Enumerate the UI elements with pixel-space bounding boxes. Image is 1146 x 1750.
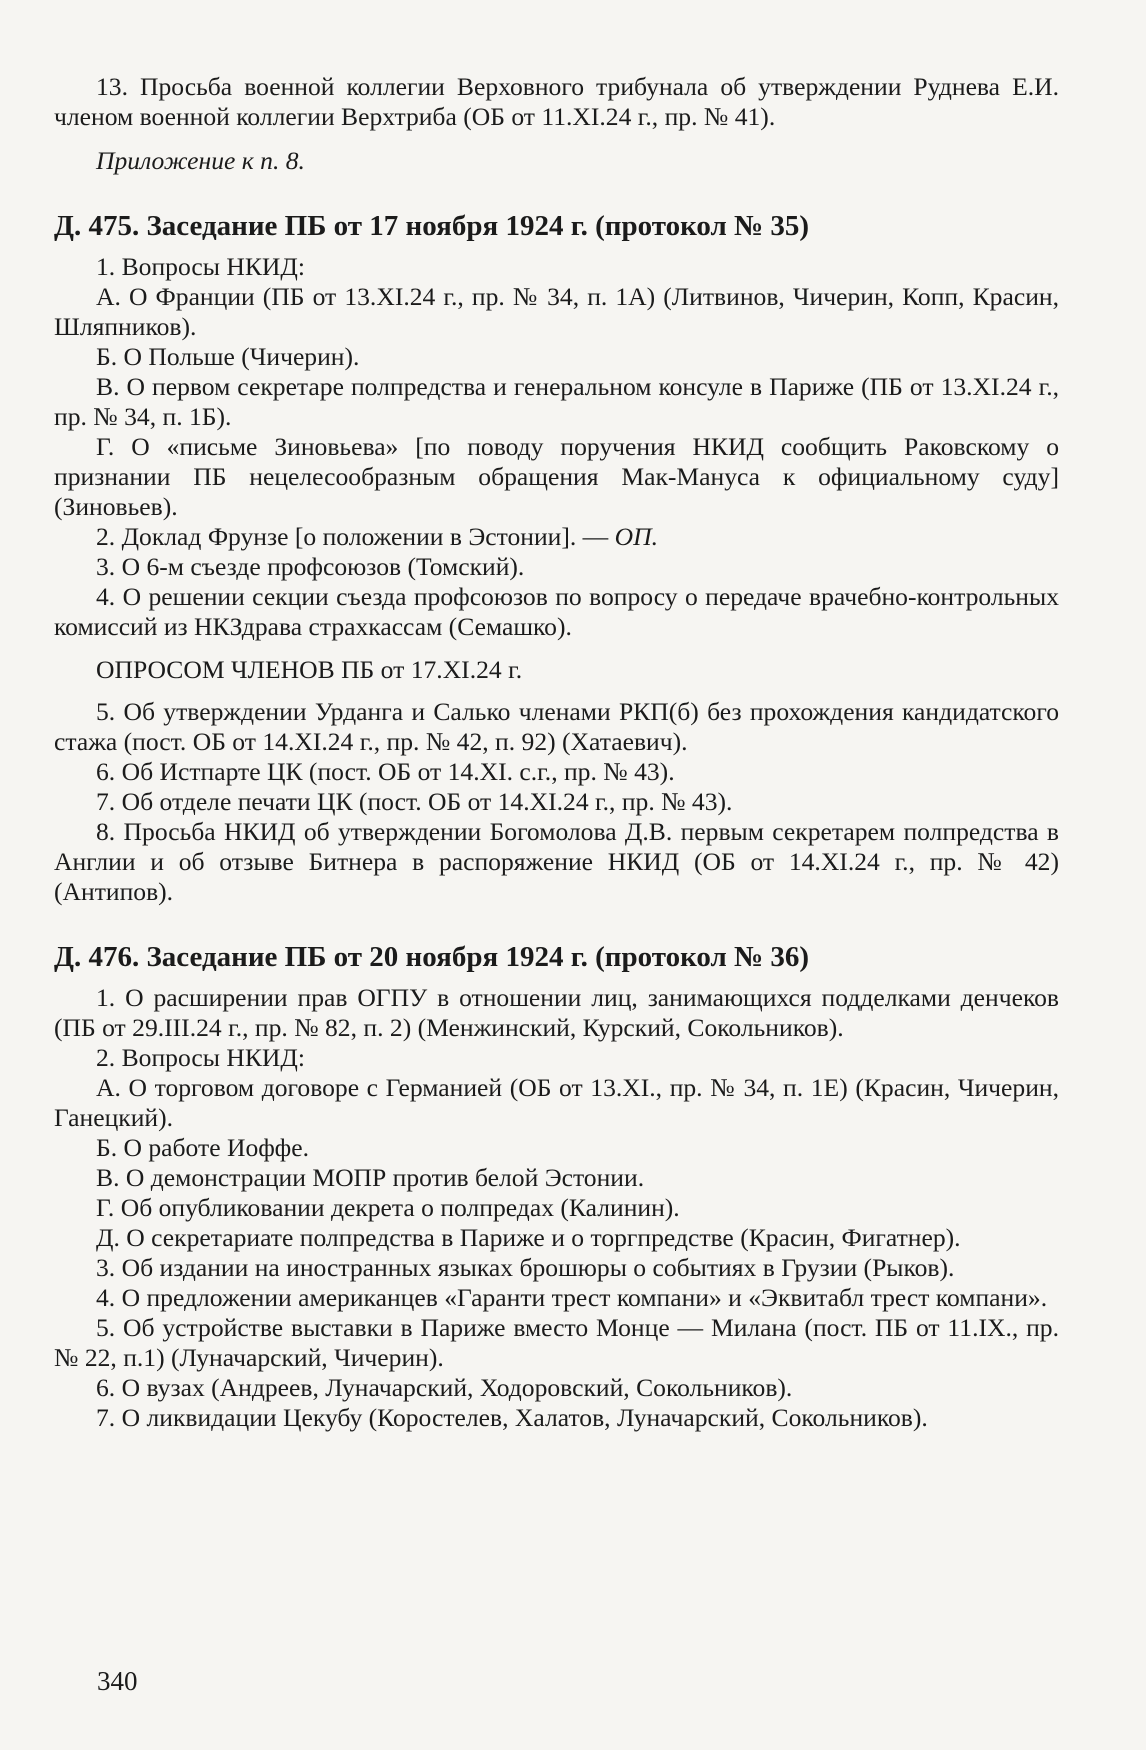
page-number: 340: [97, 1666, 138, 1696]
list-item: 7. О ликвидации Цекубу (Коростелев, Халатов, Луначарский, Сокольников).: [96, 1403, 928, 1432]
appendix-note: Приложение к п. 8.: [96, 146, 305, 175]
list-item: 3. Об издании на иностранных языках брошюры о событиях в Грузии (Рыков).: [96, 1253, 955, 1282]
list-item: 4. О решении секции съезда профсоюзов по вопросу о передаче врачебно-контрольных комиссий из НКЗдрава страхкассам (Семашко).: [54, 582, 1059, 641]
list-item: В. О первом секретаре полпредства и генеральном консуле в Париже (ПБ от 13.XI.24 г., пр. № 34, п. 1Б).: [54, 372, 1059, 431]
list-item: 6. О вузах (Андреев, Луначарский, Ходоровский, Сокольников).: [96, 1373, 793, 1402]
list-item: Г. О «письме Зиновьева» [по поводу поручения НКИД сообщить Раковскому о признании ПБ нецелесообразным обращения Мак-Мануса к официальному суду] (Зиновьев).: [54, 432, 1059, 521]
list-item: Г. Об опубликовании декрета о полпредах (Калинин).: [96, 1193, 680, 1222]
document-page: [54, 72, 1059, 1433]
list-item: А. О торговом договоре с Германией (ОБ от 13.XI., пр. № 34, п. 1Е) (Красин, Чичерин, Ганецкий).: [54, 1073, 1059, 1132]
list-item: 3. О 6-м съезде профсоюзов (Томский).: [96, 552, 525, 581]
op-abbrev: ОП.: [614, 522, 659, 551]
list-item: Б. О работе Иоффе.: [96, 1133, 310, 1162]
list-item: [54, 522, 1059, 552]
list-item: 7. Об отделе печати ЦК (пост. ОБ от 14.XI.24 г., пр. № 43).: [96, 787, 733, 816]
list-item: Б. О Польше (Чичерин).: [96, 342, 360, 371]
item-text: 2. Доклад Фрунзе [о положении в Эстонии]. —: [96, 522, 615, 551]
list-item: 5. Об утверждении Урданга и Салько членами РКП(б) без прохождения кандидатского стажа (пост. ОБ от 14.XI.24 г., пр. № 42, п. 92) (Хатаевич).: [54, 697, 1059, 756]
list-item: 1. Вопросы НКИД:: [96, 252, 305, 281]
list-item: В. О демонстрации МОПР против белой Эстонии.: [96, 1163, 645, 1192]
list-item: 5. Об устройстве выставки в Париже вместо Монце — Милана (пост. ПБ от 11.IX., пр. № 22, п.1) (Луначарский, Чичерин).: [54, 1313, 1059, 1372]
section-heading-476: Д. 476. Заседание ПБ от 20 ноября 1924 г. (протокол № 36): [54, 941, 810, 973]
list-item: 6. Об Истпарте ЦК (пост. ОБ от 14.XI. с.г., пр. № 43).: [96, 757, 675, 786]
list-item: 1. О расширении прав ОГПУ в отношении лиц, занимающихся подделками денчеков (ПБ от 29.III.24 г., пр. № 82, п. 2) (Менжинский, Курский, Сокольников).: [54, 983, 1059, 1042]
item-13: 13. Просьба военной коллегии Верховного трибунала об утверждении Руднева Е.И. членом военной коллегии Верхтриба (ОБ от 11.XI.24 г., пр. № 41).: [54, 72, 1059, 131]
list-item: 8. Просьба НКИД об утверждении Богомолова Д.В. первым секретарем полпредства в Англии и об отзыве Битнера в распоряжение НКИД (ОБ от 14.XI.24 г., пр. № 42) (Антипов).: [54, 817, 1059, 906]
list-item: 2. Вопросы НКИД:: [96, 1043, 305, 1072]
section-heading-475: Д. 475. Заседание ПБ от 17 ноября 1924 г. (протокол № 35): [54, 210, 810, 242]
list-item: Д. О секретариате полпредства в Париже и о торгпредстве (Красин, Фигатнер).: [96, 1223, 961, 1252]
list-item: А. О Франции (ПБ от 13.XI.24 г., пр. № 34, п. 1А) (Литвинов, Чичерин, Копп, Красин, Шляпников).: [54, 282, 1059, 341]
opros-line: ОПРОСОМ ЧЛЕНОВ ПБ от 17.XI.24 г.: [96, 655, 523, 684]
list-item: 4. О предложении американцев «Гаранти трест компани» и «Эквитабл трест компани».: [96, 1283, 1048, 1312]
